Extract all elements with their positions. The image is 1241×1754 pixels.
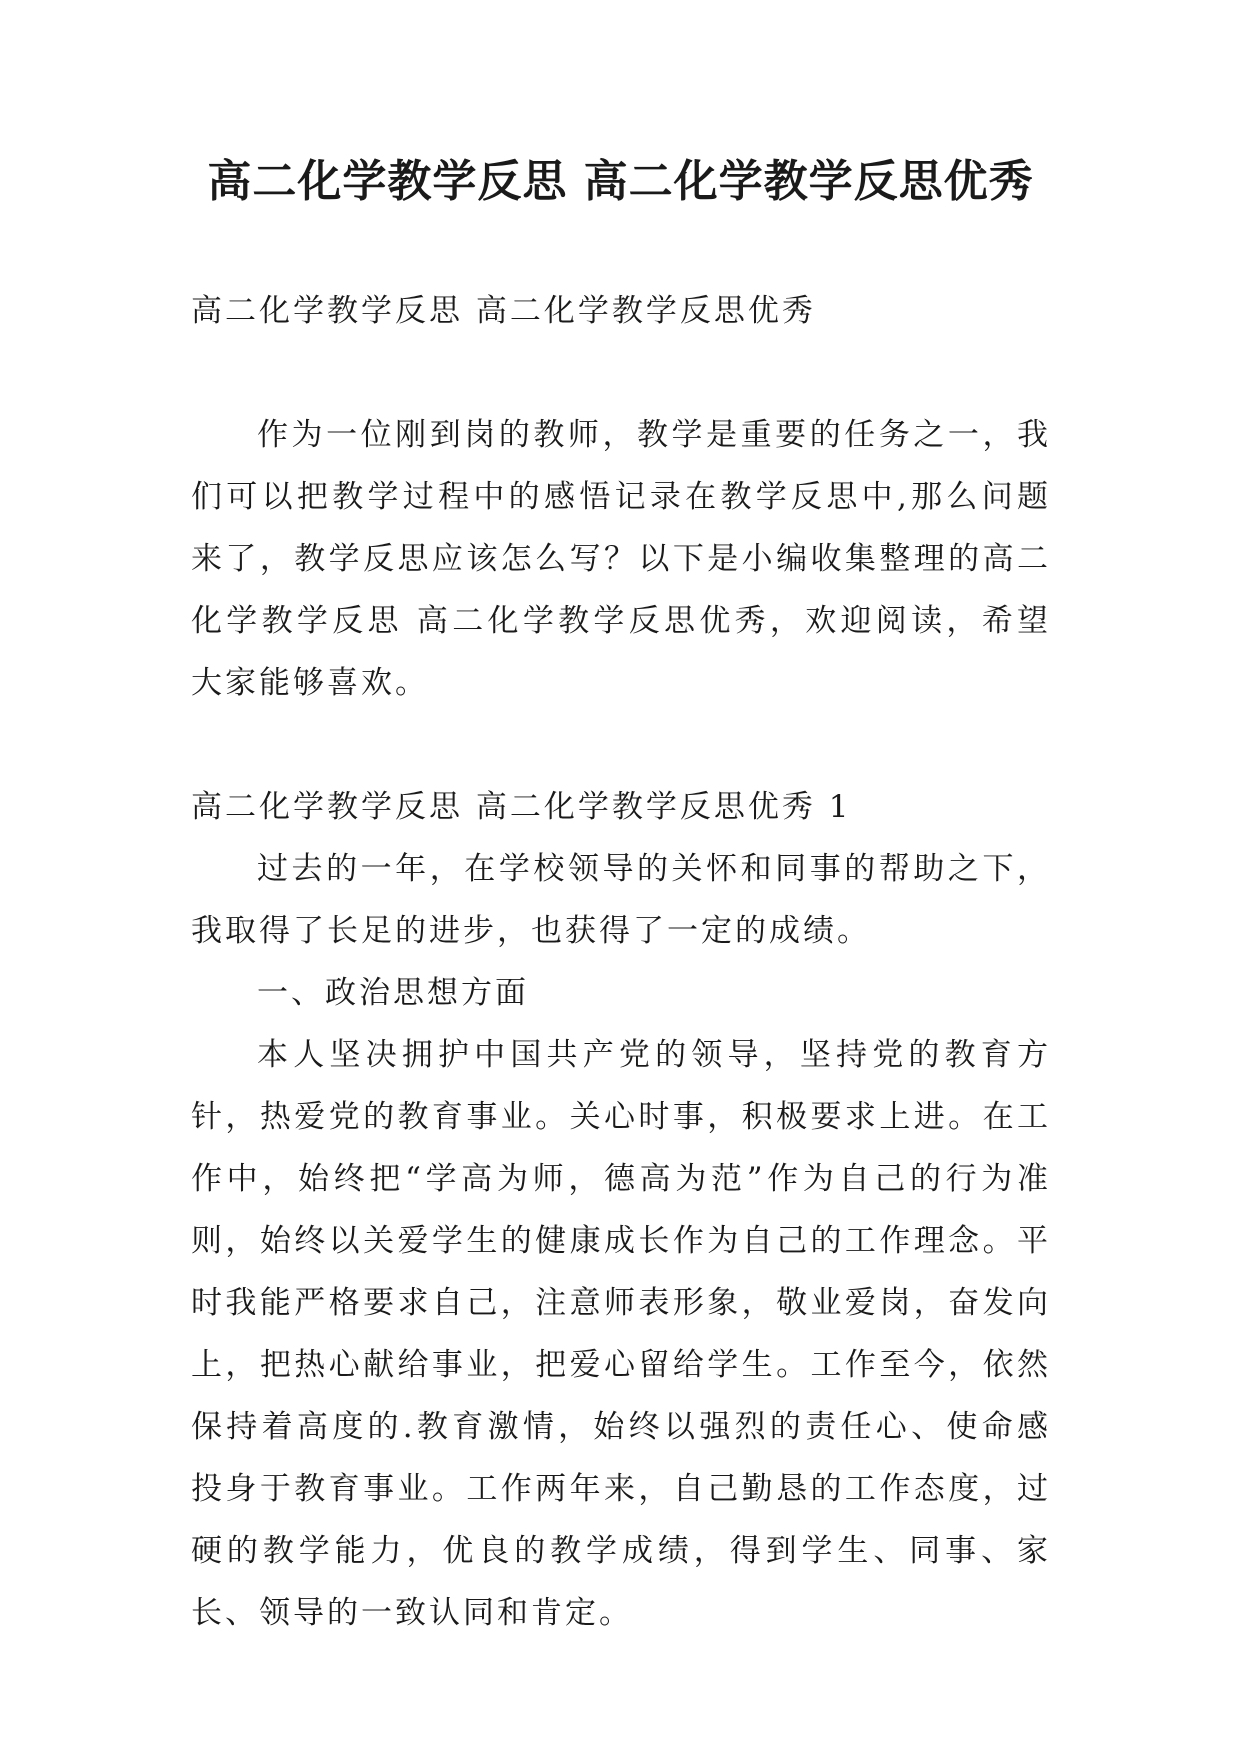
intro-paragraph: 作为一位刚到岗的教师，教学是重要的任务之一，我们可以把教学过程中的感悟记录在教学反思中,那么问题来了，教学反思应该怎么写？以下是小编收集整理的高二化学教学反思 高二化学教学反思优秀，欢迎阅读，希望大家能够喜欢。 [191,417,1051,701]
document-body [191,280,1051,1644]
section-heading: 高二化学教学反思 高二化学教学反思优秀 1 [191,789,852,825]
section-paragraph-2: 本人坚决拥护中国共产党的领导，坚持党的教育方针，热爱党的教育事业。关心时事，积极要求上进。在工作中，始终把“学高为师，德高为范”作为自己的行为准则，始终以关爱学生的健康成长作为自己的工作理念。平时我能严格要求自己，注意师表形象，敬业爱岗，奋发向上，把热心献给事业，把爱心留给学生。工作至今，依然保持着高度的.教育激情，始终以强烈的责任心、使命感投身于教育事业。工作两年来，自己勤恳的工作态度，过硬的教学能力，优良的教学成绩，得到学生、同事、家长、领导的一致认同和肯定。 [191,1037,1051,1631]
document-subtitle: 高二化学教学反思 高二化学教学反思优秀 [191,293,816,329]
section-paragraph-1: 过去的一年，在学校领导的关怀和同事的帮助之下，我取得了长足的进步，也获得了一定的成绩。 [191,851,1051,949]
document-title: 高二化学教学反思 高二化学教学反思优秀 [207,156,1034,207]
section-subheading: 一、政治思想方面 [257,975,529,1011]
